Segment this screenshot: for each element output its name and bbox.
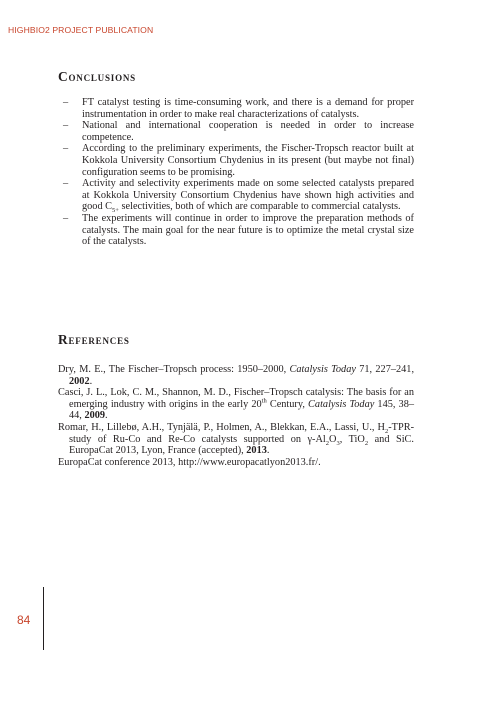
reference-item: Romar, H., Lillebø, A.H., Tynjälä, P., Holmen, A., Blekkan, E.A., Lassi, U., $H_2-TPR$-study of Ru-Co and Re-Co catalysts supported on $\gamma-Al_2O_3$, TiO$_2$ and SiC. EuropaCat 2013, Lyon, France (accepted), 2013. — [58, 421, 414, 457]
dash-bullet: – — [63, 120, 69, 132]
list-item: – National and international cooperation is needed in order to increase competence. — [63, 120, 414, 143]
list-item: – Activity and selectivity experiments made on some selected catalysts prepared at Kokkola University Consortium Chydenius have shown high activities and good $C_{5+}$ selectivities, both of which are comparable to commercial catalysts. — [63, 178, 414, 215]
dash-bullet: – — [63, 97, 69, 108]
reference-item: Dry, M. E., The Fischer–Tropsch process: 1950–2000, Catalysis Today 71, 227–241, 2002. — [58, 364, 415, 387]
page-divider-line — [43, 587, 44, 650]
reference-item: EuropaCat conference 2013, http://www.europacatlyon2013.fr/. — [58, 456, 321, 468]
publication-header: HIGHBIO2 PROJECT PUBLICATION — [8, 25, 154, 35]
references-list — [58, 364, 414, 468]
references-heading: References — [58, 332, 130, 347]
list-item: – The experiments will continue in order to improve the preparation methods of catalysts. The main goal for the near future is to optimize the metal crystal size of the catalysts. — [63, 212, 414, 248]
conclusions-heading: Conclusions — [58, 69, 136, 84]
reference-item: Casci, J. L., Lok, C. M., Shannon, M. D., Fischer–Tropsch catalysis: The basis for an emerging industry with origins in the early 20th Century, Catalysis Today 145, 38–44, 2009. — [58, 387, 414, 422]
dash-bullet: – — [63, 212, 69, 224]
list-item: – FT catalyst testing is time-consuming work, and there is a demand for proper instrumentation in order to make real characterizations of catalysts. — [63, 97, 414, 120]
page-number: 84 — [17, 613, 31, 627]
dash-bullet: – — [63, 143, 69, 155]
dash-bullet: – — [63, 178, 69, 190]
conclusions-list — [63, 97, 414, 248]
list-item: – According to the preliminary experiments, the Fischer-Tropsch reactor built at Kokkola University Consortium Chydenius in its present (but maybe not final) configuration seems to be promising. — [63, 143, 414, 178]
